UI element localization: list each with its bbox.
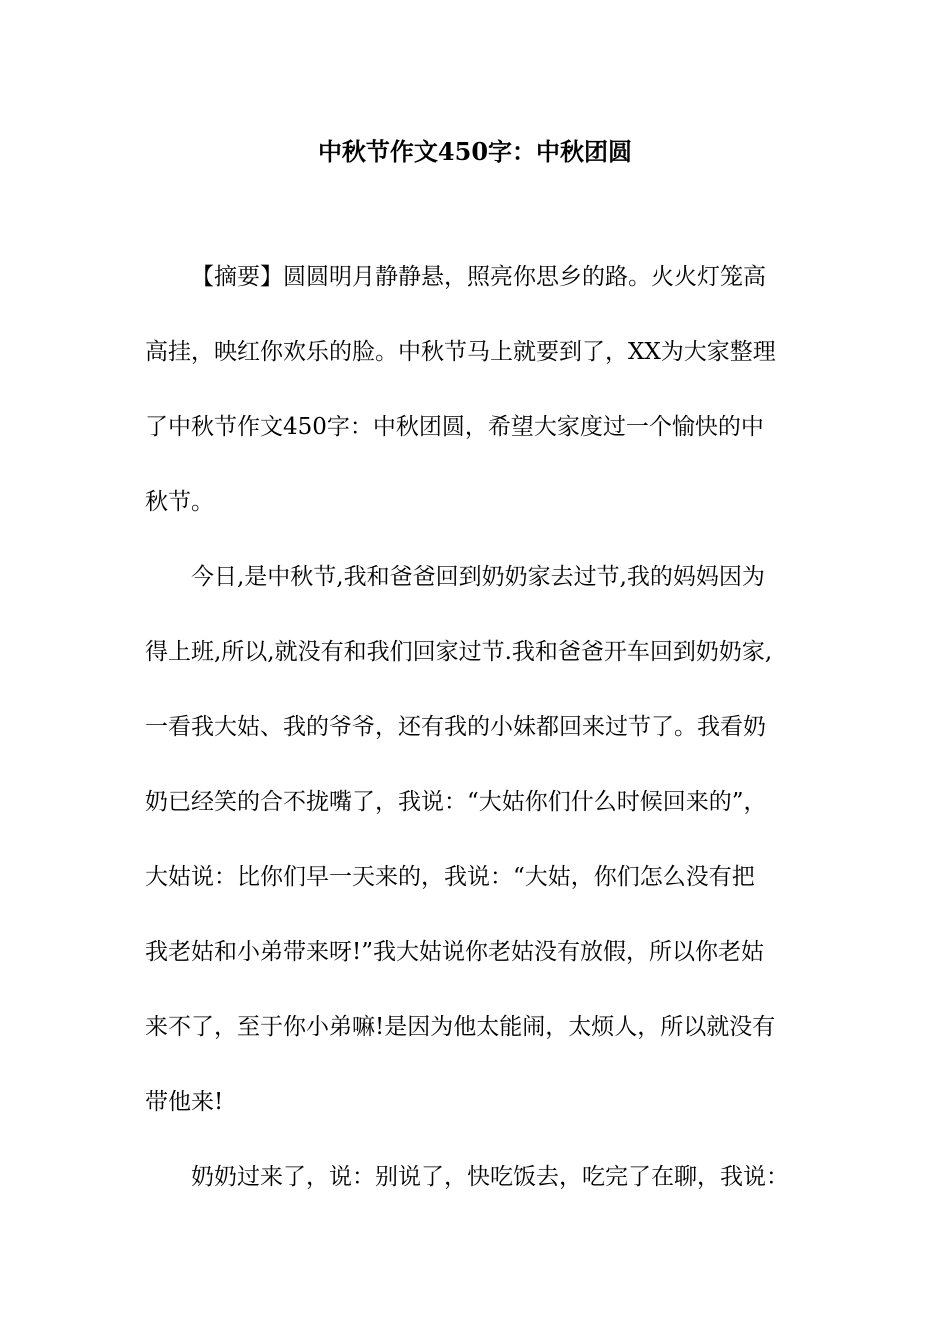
paragraph-3-line-1: 奶奶过来了，说：别说了，快吃饭去，吃完了在聊，我说：	[191, 1164, 789, 1190]
paragraph-2-line-7: 来不了，至于你小弟嘛!是因为他太能闹，太烦人，所以就没有	[145, 1014, 776, 1040]
paragraph-1-line-4: 秋节。	[145, 489, 214, 515]
paragraph-1-line-2: 高挂，映红你欢乐的脸。中秋节马上就要到了，XX为大家整理	[145, 339, 776, 365]
paragraph-1-line-3: 了中秋节作文450字：中秋团圆，希望大家度过一个愉快的中	[145, 414, 764, 440]
paragraph-1-line-1: 【摘要】圆圆明月静静悬，照亮你思乡的路。火火灯笼高	[191, 264, 766, 290]
paragraph-2-line-4: 奶已经笑的合不拢嘴了，我说：“大姑你们什么时候回来的”，	[145, 789, 767, 815]
paragraph-2-line-8: 带他来!	[145, 1089, 224, 1115]
paragraph-2-line-6: 我老姑和小弟带来呀!”我大姑说你老姑没有放假，所以你老姑	[145, 939, 765, 965]
document-title: 中秋节作文450字：中秋团圆	[317, 137, 633, 166]
paragraph-2-line-2: 得上班,所以,就没有和我们回家过节.我和爸爸开车回到奶奶家,	[145, 639, 773, 665]
paragraph-2-line-3: 一看我大姑、我的爷爷，还有我的小妹都回来过节了。我看奶	[145, 714, 766, 740]
paragraph-2-line-5: 大姑说：比你们早一天来的，我说：“大姑，你们怎么没有把	[145, 864, 755, 890]
paragraph-2-line-1: 今日,是中秋节,我和爸爸回到奶奶家去过节,我的妈妈因为	[191, 564, 765, 590]
